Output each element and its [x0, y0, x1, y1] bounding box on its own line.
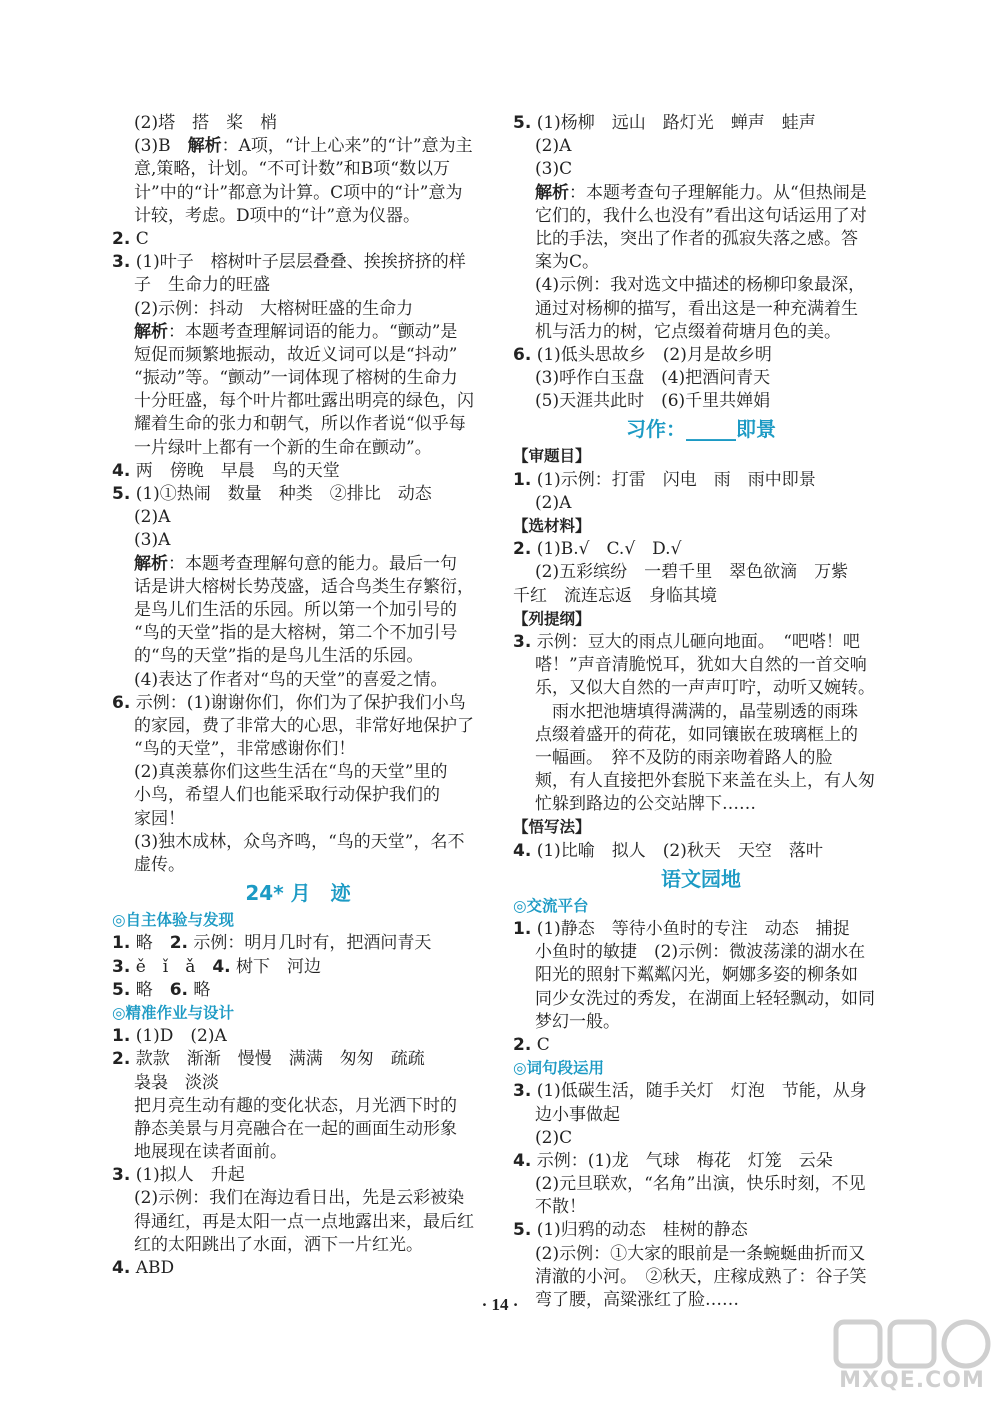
answer-line: 点缀着盛开的荷花，如同镶嵌在玻璃框上的	[535, 724, 858, 745]
answer-line: (3)独木成林，众鸟齐鸣，“鸟的天堂”，名不	[134, 831, 465, 852]
answer-line: 比的手法，突出了作者的孤寂失落之感。答	[535, 228, 858, 249]
answer-line: 把月亮生动有趣的变化状态，月光洒下时的	[134, 1095, 457, 1116]
answer-line: 6. 示例：(1)谢谢你们，你们为了保护我们小鸟	[112, 692, 466, 713]
answer-line: (2)五彩缤纷 一碧千里 翠色欲滴 万紫	[535, 562, 849, 583]
answer-line: 虚传。	[134, 855, 185, 875]
answer-line: 1. (1)静态 等待小鱼时的专注 动态 捕捉	[513, 919, 850, 939]
answer-line: 静态美景与月亮融合在一起的画面生动形象	[134, 1118, 457, 1139]
answer-line: 雨水把池塘填得满满的，晶莹剔透的雨珠	[535, 701, 858, 722]
answer-line: 短促而频繁地振动，故近义词可以是“抖动”	[134, 344, 458, 365]
answer-line: 4. 两 傍晚 早晨 鸟的天堂	[112, 460, 340, 481]
answer-line: 清澈的小河。 ②秋天，庄稼成熟了：谷子笑	[535, 1266, 867, 1287]
answer-line: (2)真羡慕你们这些生活在“鸟的天堂”里的	[134, 762, 448, 783]
answer-line: 一片绿叶上都有一个新的生命在颤动”。	[134, 437, 432, 458]
answer-line: (3)B 解析：A项，“计上心来”的“计”意为主	[134, 136, 473, 157]
answer-line: 解析：本题考查理解句意的能力。最后一句	[134, 553, 457, 574]
answer-line: 耀着生命的张力和朝气，所以作者说“似乎每	[134, 414, 466, 435]
section-title: 习作：_____即景	[626, 417, 776, 442]
answer-line: 忙躲到路边的公交站牌下……	[535, 794, 756, 815]
answer-line: 5. (1)归鸦的动态 桂树的静态	[513, 1220, 748, 1241]
answer-line: (2)示例：①大家的眼前是一条蜿蜒曲折而又	[535, 1243, 866, 1264]
answer-line: 5. (1)①热闹 数量 种类 ②排比 动态	[112, 484, 432, 504]
answer-line: 案为C。	[535, 252, 600, 273]
answer-line: 1. (1)D (2)A	[112, 1026, 227, 1047]
answer-line: 1. (1)示例：打雷 闪电 雨 雨中即景	[513, 469, 816, 490]
answer-line: (2)A	[134, 507, 171, 528]
answer-line: 小鱼时的敏捷 (2)示例：微波荡漾的湖水在	[535, 942, 866, 963]
answer-line: (2)示例：抖动 大榕树旺盛的生命力	[134, 298, 414, 319]
answer-line: (4)示例：我对选文中描述的杨柳印象最深，	[535, 275, 866, 296]
answer-line: 话是讲大榕树长势茂盛，适合鸟类生存繁衍，	[134, 576, 474, 597]
answer-line: 的家园，费了非常大的心思，非常好地保护了	[134, 715, 474, 736]
answer-line: 十分旺盛，每个叶片都吐露出明亮的绿色，闪	[134, 391, 474, 412]
answer-line: 红的太阳跳出了水面，洒下一片红光。	[134, 1234, 423, 1255]
answer-line: 解析：本题考查理解词语的能力。“颤动”是	[134, 321, 458, 342]
answer-line: 通过对杨柳的描写，看出这是一种充满着生	[535, 298, 858, 319]
answer-line: 颊，有人直接把外套脱下来盖在头上，有人匆	[535, 771, 875, 792]
answer-line: 小鸟，希望人们也能采取行动保护我们的	[134, 785, 440, 806]
answer-line: 2. C	[112, 228, 149, 249]
answer-line: 5. 略 6. 略	[112, 979, 211, 1000]
answer-line: 4. (1)比喻 拟人 (2)秋天 天空 落叶	[513, 840, 823, 861]
answer-line: 1. 略 2. 示例：明月几时有，把酒问青天	[112, 933, 432, 954]
answer-line: 机与活力的树，它点缀着荷塘月色的美。	[535, 321, 841, 342]
answer-line: 得通红，再是太阳一点一点地露出来，最后红	[134, 1211, 474, 1232]
answer-line: 3. ě ǐ ǎ 4. 树下 河边	[112, 956, 322, 977]
left-column	[112, 112, 484, 1280]
section-header: ◎精准作业与设计	[112, 1003, 235, 1022]
section-header: ◎交流平台	[513, 896, 589, 915]
answer-line: 家园！	[134, 808, 185, 829]
answer-line: 2. 款款 渐渐 慢慢 满满 匆匆 疏疏	[112, 1049, 425, 1070]
answer-line: 千红 流连忘返 身临其境	[513, 585, 717, 606]
answer-line: (3)呼作白玉盘 (4)把酒问青天	[535, 368, 771, 389]
answer-line: (4)表达了作者对“鸟的天堂”的喜爱之情。	[134, 669, 448, 690]
answer-line: 它们的，我什么也没有”看出这句话运用了对	[535, 205, 867, 226]
answer-line: (2)A	[535, 492, 572, 513]
answer-line: 4. 示例：(1)龙 气球 梅花 灯笼 云朵	[513, 1150, 833, 1171]
subsection-header: 【悟写法】	[513, 818, 591, 837]
answer-line: 3. (1)低碳生活，随手关灯 灯泡 节能，从身	[513, 1081, 867, 1102]
answer-line: 乐，又似大自然的一声声叮咛，动听又婉转。	[535, 678, 875, 699]
answer-line: “振动”等。“颤动”一词体现了榕树的生命力	[134, 368, 458, 389]
section-title: 24* 月 迹	[245, 881, 351, 906]
answer-line: 意,策略，计划。“不可计数”和B项“数以万	[134, 159, 450, 180]
answer-line: 5. (1)杨柳 远山 路灯光 蝉声 蛙声	[513, 113, 816, 133]
answer-line: 计”中的“计”都意为计算。C项中的“计”意为	[134, 182, 463, 203]
section-header: ◎自主体验与发现	[112, 911, 235, 930]
answer-line: (2)示例：我们在海边看日出，先是云彩被染	[134, 1188, 465, 1209]
subsection-header: 【选材料】	[513, 517, 591, 535]
answer-line: (2)塔 搭 桨 梢	[134, 113, 278, 133]
answer-line: 6. (1)低头思故乡 (2)月是故乡明	[513, 344, 772, 365]
answer-line: (5)天涯共此时 (6)千里共婵娟	[535, 391, 771, 412]
answer-line: 袅袅 淡淡	[134, 1072, 219, 1093]
answer-line: 是鸟儿们生活的乐园。所以第一个加引号的	[134, 599, 457, 620]
answer-line: 的“鸟的天堂”指的是鸟儿生活的乐园。	[134, 646, 424, 667]
answer-line: 地展现在读者面前。	[134, 1142, 287, 1163]
answer-line: (3)A	[134, 530, 171, 551]
page-number: · 14 ·	[481, 1295, 519, 1314]
answer-line: (2)A	[535, 136, 572, 157]
answer-line: 2. C	[513, 1034, 550, 1055]
answer-line: 梦幻一般。	[535, 1011, 620, 1032]
answer-line: “鸟的天堂”指的是大榕树，第二个不加引号	[134, 623, 458, 644]
answer-line: 2. (1)B.√ C.√ D.√	[513, 539, 682, 560]
answer-line: 阳光的照射下粼粼闪光，婀娜多姿的柳条如	[535, 965, 858, 986]
answer-line: 子 生命力的旺盛	[134, 275, 270, 296]
answer-line: (2)C	[535, 1127, 573, 1148]
answer-line: 弯了腰，高粱涨红了脸……	[535, 1290, 739, 1310]
section-header: ◎词句段运用	[513, 1059, 605, 1078]
answer-line: 计较，考虑。D项中的“计”意为仪器。	[134, 205, 421, 226]
section-title: 语文园地	[661, 866, 741, 891]
answer-line: 4. ABD	[112, 1258, 175, 1278]
answer-line: 一幅画。 猝不及防的雨亲吻着路人的脸	[535, 747, 833, 768]
answer-line: (3)C	[535, 159, 573, 180]
answer-line: 边小事做起	[535, 1104, 620, 1125]
answer-line: 解析：本题考查句子理解能力。从“但热闹是	[535, 182, 867, 203]
answer-line: “鸟的天堂”，非常感谢你们！	[134, 739, 356, 760]
subsection-header: 【审题目】	[513, 447, 591, 466]
right-column	[513, 112, 889, 1312]
watermark-logo	[832, 1318, 992, 1404]
answer-line: 同少女洗过的秀发，在湖面上轻轻飘动，如同	[535, 988, 875, 1009]
answer-line: 3. 示例：豆大的雨点儿砸向地面。 “吧嗒！吧	[513, 631, 860, 652]
watermark-text: MXQE.COM	[839, 1368, 985, 1393]
answer-line: 3. (1)拟人 升起	[112, 1165, 245, 1186]
answer-line: 不散！	[535, 1197, 586, 1218]
subsection-header: 【列提纲】	[513, 609, 591, 628]
answer-line: (2)元旦联欢，“名角”出演，快乐时刻，不见	[535, 1174, 866, 1195]
answer-line: 嗒！”声音清脆悦耳，犹如大自然的一首交响	[535, 655, 867, 676]
answer-line: 3. (1)叶子 榕树叶子层层叠叠、挨挨挤挤的样	[112, 252, 466, 273]
